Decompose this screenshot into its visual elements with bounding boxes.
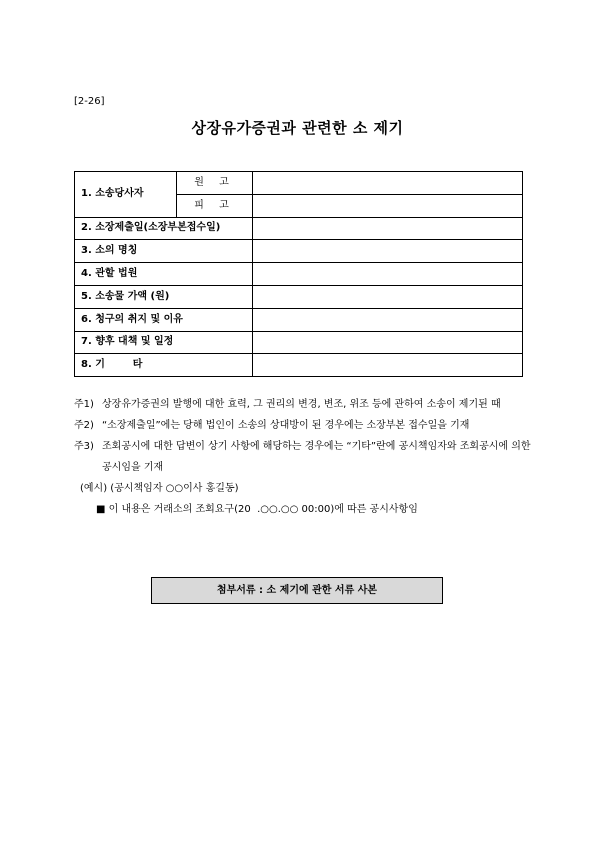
note-item — [74, 436, 534, 478]
note-item — [74, 415, 534, 436]
plaintiff-label: 원 고 — [177, 172, 253, 195]
form-row — [75, 285, 523, 308]
row-value-cell[interactable] — [253, 217, 523, 240]
row-label: 4. 관할 법원 — [75, 263, 253, 286]
party-row-plaintiff — [75, 172, 523, 195]
row-label: 6. 청구의 취지 및 이유 — [75, 308, 253, 331]
note-marker: 주3) — [74, 441, 94, 452]
row-label: 8. 기 타 — [75, 354, 253, 377]
row-value-cell[interactable] — [253, 354, 523, 377]
row-value-cell[interactable] — [253, 285, 523, 308]
form-row — [75, 331, 523, 354]
form-row — [75, 217, 523, 240]
row-value-cell[interactable] — [253, 308, 523, 331]
defendant-value-cell[interactable] — [253, 194, 523, 217]
note-text: “소장제출일”에는 당해 법인이 소송의 상대방이 된 경우에는 소장부본 접수일을 기재 — [102, 420, 470, 431]
disclosure-form-table — [74, 171, 523, 377]
note-text: 상장유가증권의 발행에 대한 효력, 그 권리의 변경, 변조, 위조 등에 관하여 소송이 제기된 때 — [102, 399, 501, 410]
example-text: (예시) (공시책임자 ○○이사 홍길동) — [80, 483, 239, 494]
defendant-label: 피 고 — [177, 194, 253, 217]
attachment-box: 첨부서류 : 소 제기에 관한 서류 사본 — [151, 577, 443, 604]
row-label: 2. 소장제출일(소장부본접수일) — [75, 217, 253, 240]
form-row — [75, 263, 523, 286]
row-label: 7. 향후 대책 및 일정 — [75, 331, 253, 354]
note-text: 조회공시에 대한 답변이 상기 사항에 해당하는 경우에는 “기타”란에 공시책임자와 조회공시에 의한 공시임을 기재 — [102, 441, 531, 473]
row-label: 3. 소의 명칭 — [75, 240, 253, 263]
row-value-cell[interactable] — [253, 240, 523, 263]
form-row — [75, 308, 523, 331]
party-label: 1. 소송당사자 — [75, 172, 177, 218]
inquiry-note: ■ 이 내용은 거래소의 조회요구(20 .○○.○○ 00:00)에 따른 공시사항임 — [96, 504, 418, 515]
notes-section — [74, 394, 534, 520]
note-marker: 주1) — [74, 399, 94, 410]
row-label: 5. 소송물 가액 (원) — [75, 285, 253, 308]
page-title: 상장유가증권과 관련한 소 제기 — [191, 119, 404, 137]
row-value-cell[interactable] — [253, 263, 523, 286]
document-code: [2-26] — [74, 96, 105, 107]
form-row — [75, 354, 523, 377]
plaintiff-value-cell[interactable] — [253, 172, 523, 195]
note-item — [74, 394, 534, 415]
row-value-cell[interactable] — [253, 331, 523, 354]
note-marker: 주2) — [74, 420, 94, 431]
form-row — [75, 240, 523, 263]
